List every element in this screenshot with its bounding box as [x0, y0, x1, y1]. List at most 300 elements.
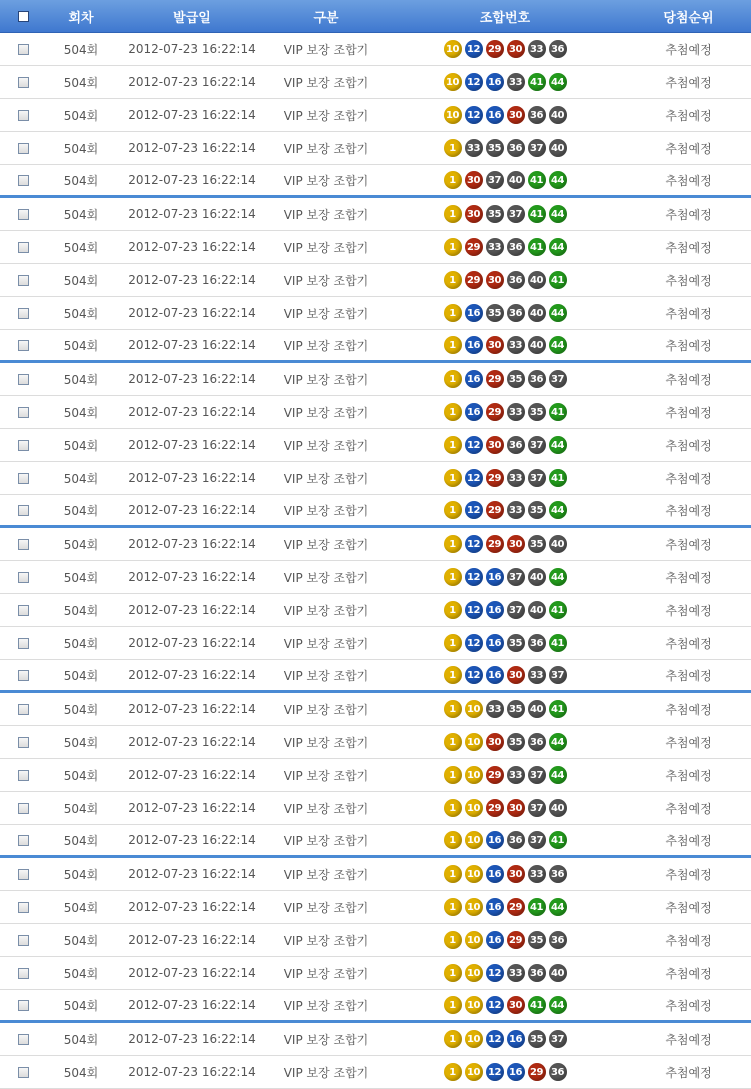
number-balls — [444, 535, 567, 553]
numbers-cell — [384, 336, 626, 354]
table-row — [0, 66, 751, 99]
lotto-ball: 44 — [549, 304, 567, 322]
lotto-ball: 35 — [507, 634, 525, 652]
lotto-ball: 10 — [465, 931, 483, 949]
table-row — [0, 462, 751, 495]
row-checkbox[interactable] — [18, 902, 29, 913]
lotto-ball: 16 — [507, 1030, 525, 1048]
numbers-cell — [384, 469, 626, 487]
type-cell: VIP 보장 조합기 — [283, 603, 369, 618]
numbers-cell — [384, 766, 626, 784]
row-select-cell — [0, 407, 46, 418]
rank-cell: 추첨예정 — [665, 900, 712, 915]
row-checkbox[interactable] — [18, 770, 29, 781]
issue-date-cell: 2012-07-23 16:22:14 — [128, 702, 256, 716]
lotto-ball: 1 — [444, 666, 462, 684]
row-select-cell — [0, 605, 46, 616]
type-cell: VIP 보장 조합기 — [283, 636, 369, 651]
numbers-cell — [384, 436, 626, 454]
lotto-ball: 35 — [486, 139, 504, 157]
lotto-ball: 30 — [486, 733, 504, 751]
lotto-ball: 16 — [486, 73, 504, 91]
issue-date-cell: 2012-07-23 16:22:14 — [128, 900, 256, 914]
lotto-ball: 36 — [528, 964, 546, 982]
type-cell: VIP 보장 조합기 — [283, 933, 369, 948]
lotto-ball: 36 — [507, 304, 525, 322]
table-row — [0, 627, 751, 660]
number-balls — [444, 568, 567, 586]
lotto-ball: 1 — [444, 831, 462, 849]
rank-cell: 추첨예정 — [665, 207, 712, 222]
lotto-ball: 30 — [507, 40, 525, 58]
rank-cell: 추첨예정 — [665, 636, 712, 651]
row-checkbox[interactable] — [18, 539, 29, 550]
table-row — [0, 396, 751, 429]
round-cell: 504회 — [63, 603, 99, 618]
lotto-ball: 12 — [465, 40, 483, 58]
lotto-ball: 37 — [528, 139, 546, 157]
issue-date-cell: 2012-07-23 16:22:14 — [128, 173, 256, 187]
lotto-ball: 35 — [486, 304, 504, 322]
rank-cell: 추첨예정 — [665, 173, 712, 188]
row-select-cell — [0, 110, 46, 121]
lotto-ball: 41 — [528, 996, 546, 1014]
type-cell: VIP 보장 조합기 — [283, 372, 369, 387]
lotto-ball: 33 — [465, 139, 483, 157]
rank-cell: 추첨예정 — [665, 735, 712, 750]
row-checkbox[interactable] — [18, 835, 29, 846]
lotto-ball: 36 — [507, 139, 525, 157]
issue-date-cell: 2012-07-23 16:22:14 — [128, 668, 256, 682]
lotto-ball: 33 — [507, 403, 525, 421]
issue-date-cell: 2012-07-23 16:22:14 — [128, 833, 256, 847]
lotto-ball: 29 — [507, 931, 525, 949]
round-cell: 504회 — [63, 273, 99, 288]
lotto-ball: 29 — [465, 238, 483, 256]
type-cell: VIP 보장 조합기 — [283, 537, 369, 552]
numbers-cell — [384, 171, 626, 189]
lotto-ball: 29 — [486, 40, 504, 58]
lotto-ball: 1 — [444, 865, 462, 883]
row-select-cell — [0, 539, 46, 550]
lotto-ball: 40 — [549, 964, 567, 982]
issue-date-cell: 2012-07-23 16:22:14 — [128, 42, 256, 56]
table-row — [0, 924, 751, 957]
lotto-ball: 1 — [444, 766, 462, 784]
rank-cell: 추첨예정 — [665, 1065, 712, 1080]
row-select-cell — [0, 704, 46, 715]
round-cell: 504회 — [63, 207, 99, 222]
lotto-ball: 36 — [528, 733, 546, 751]
lotto-ball: 37 — [528, 831, 546, 849]
rank-cell: 추첨예정 — [665, 108, 712, 123]
lotto-ball: 36 — [507, 831, 525, 849]
row-checkbox[interactable] — [18, 1034, 29, 1045]
lotto-ball: 33 — [486, 700, 504, 718]
table-row — [0, 660, 751, 693]
row-select-cell — [0, 77, 46, 88]
round-cell: 504회 — [63, 405, 99, 420]
lotto-ball: 37 — [507, 601, 525, 619]
row-select-cell — [0, 638, 46, 649]
lotto-ball: 12 — [465, 73, 483, 91]
round-cell: 504회 — [63, 372, 99, 387]
lotto-ball: 1 — [444, 205, 462, 223]
row-select-cell — [0, 308, 46, 319]
lotto-ball: 29 — [486, 766, 504, 784]
lotto-ball: 30 — [507, 865, 525, 883]
lotto-ball: 12 — [486, 996, 504, 1014]
type-cell: VIP 보장 조합기 — [283, 570, 369, 585]
row-checkbox[interactable] — [18, 605, 29, 616]
lotto-ball: 16 — [465, 370, 483, 388]
lotto-ball: 37 — [528, 436, 546, 454]
lotto-ball: 40 — [549, 106, 567, 124]
lotto-ball: 37 — [528, 766, 546, 784]
numbers-cell — [384, 304, 626, 322]
lotto-ball: 1 — [444, 469, 462, 487]
table-row — [0, 264, 751, 297]
table-row — [0, 99, 751, 132]
lotto-ball: 29 — [528, 1063, 546, 1081]
lotto-ball: 12 — [465, 666, 483, 684]
number-balls — [444, 865, 567, 883]
lotto-ball: 35 — [528, 931, 546, 949]
lotto-ball: 16 — [486, 106, 504, 124]
round-cell: 504회 — [63, 240, 99, 255]
numbers-cell — [384, 964, 626, 982]
number-balls — [444, 601, 567, 619]
lotto-ball: 41 — [528, 73, 546, 91]
lotto-ball: 30 — [507, 799, 525, 817]
row-select-cell — [0, 1067, 46, 1078]
row-checkbox[interactable] — [18, 1067, 29, 1078]
row-checkbox[interactable] — [18, 803, 29, 814]
issue-date-cell: 2012-07-23 16:22:14 — [128, 207, 256, 221]
lotto-ball: 16 — [486, 898, 504, 916]
lotto-ball: 1 — [444, 271, 462, 289]
rank-cell: 추첨예정 — [665, 438, 712, 453]
lotto-ball: 29 — [486, 469, 504, 487]
lotto-ball: 35 — [528, 501, 546, 519]
row-checkbox[interactable] — [18, 572, 29, 583]
row-select-cell — [0, 143, 46, 154]
lotto-ball: 44 — [549, 898, 567, 916]
numbers-cell — [384, 271, 626, 289]
row-select-cell — [0, 242, 46, 253]
round-cell: 504회 — [63, 636, 99, 651]
number-balls — [444, 931, 567, 949]
issue-date-cell: 2012-07-23 16:22:14 — [128, 1032, 256, 1046]
row-select-cell — [0, 572, 46, 583]
table-row — [0, 198, 751, 231]
lotto-ball: 40 — [528, 271, 546, 289]
lotto-ball: 1 — [444, 898, 462, 916]
lotto-ball: 30 — [507, 535, 525, 553]
issue-date-cell: 2012-07-23 16:22:14 — [128, 603, 256, 617]
lotto-ball: 36 — [549, 40, 567, 58]
type-cell: VIP 보장 조합기 — [283, 503, 369, 518]
row-checkbox[interactable] — [18, 308, 29, 319]
lotto-ball: 36 — [528, 106, 546, 124]
table-row — [0, 561, 751, 594]
lotto-ball: 40 — [549, 799, 567, 817]
lotto-ball: 33 — [486, 238, 504, 256]
lotto-ball: 12 — [486, 1063, 504, 1081]
round-cell: 504회 — [63, 801, 99, 816]
number-balls — [444, 469, 567, 487]
numbers-cell — [384, 865, 626, 883]
row-checkbox[interactable] — [18, 275, 29, 286]
row-checkbox[interactable] — [18, 935, 29, 946]
numbers-cell — [384, 106, 626, 124]
row-select-cell — [0, 968, 46, 979]
lotto-ball: 29 — [465, 271, 483, 289]
row-checkbox[interactable] — [18, 143, 29, 154]
header-date: 발급일 — [173, 10, 211, 26]
rank-cell: 추첨예정 — [665, 702, 712, 717]
lotto-ball: 12 — [465, 634, 483, 652]
lotto-ball: 30 — [486, 336, 504, 354]
type-cell: VIP 보장 조합기 — [283, 801, 369, 816]
lotto-ball: 29 — [507, 898, 525, 916]
numbers-cell — [384, 1063, 626, 1081]
lotto-ball: 35 — [507, 700, 525, 718]
lotto-ball: 44 — [549, 766, 567, 784]
numbers-cell — [384, 1030, 626, 1048]
lotto-ball: 12 — [486, 964, 504, 982]
row-checkbox[interactable] — [18, 340, 29, 351]
lotto-ball: 16 — [465, 304, 483, 322]
lotto-ball: 41 — [528, 898, 546, 916]
row-checkbox[interactable] — [18, 968, 29, 979]
row-checkbox[interactable] — [18, 374, 29, 385]
round-cell: 504회 — [63, 966, 99, 981]
lotto-ball: 44 — [549, 73, 567, 91]
type-cell: VIP 보장 조합기 — [283, 75, 369, 90]
table-row — [0, 528, 751, 561]
issue-date-cell: 2012-07-23 16:22:14 — [128, 537, 256, 551]
rank-cell: 추첨예정 — [665, 833, 712, 848]
lotto-ball: 41 — [549, 469, 567, 487]
select-all-checkbox[interactable] — [18, 11, 29, 22]
lotto-ball: 12 — [465, 601, 483, 619]
numbers-cell — [384, 501, 626, 519]
lotto-ball: 1 — [444, 304, 462, 322]
rank-cell: 추첨예정 — [665, 1032, 712, 1047]
rank-cell: 추첨예정 — [665, 273, 712, 288]
round-cell: 504회 — [63, 42, 99, 57]
rank-cell: 추첨예정 — [665, 801, 712, 816]
table-row — [0, 693, 751, 726]
number-balls — [444, 799, 567, 817]
lotto-ball: 44 — [549, 996, 567, 1014]
lotto-ball: 12 — [465, 501, 483, 519]
lotto-ball: 36 — [549, 931, 567, 949]
lotto-ball: 40 — [528, 568, 546, 586]
lotto-ball: 33 — [528, 666, 546, 684]
numbers-cell — [384, 634, 626, 652]
numbers-cell — [384, 996, 626, 1014]
lotto-ball: 12 — [465, 535, 483, 553]
lotto-ball: 44 — [549, 733, 567, 751]
row-select-cell — [0, 803, 46, 814]
type-cell: VIP 보장 조합기 — [283, 173, 369, 188]
row-checkbox[interactable] — [18, 1000, 29, 1011]
number-balls — [444, 1030, 567, 1048]
lotto-ball: 1 — [444, 436, 462, 454]
lotto-ball: 10 — [444, 40, 462, 58]
row-checkbox[interactable] — [18, 44, 29, 55]
lotto-ball: 12 — [465, 568, 483, 586]
lotto-ball: 40 — [528, 304, 546, 322]
row-checkbox[interactable] — [18, 737, 29, 748]
rank-cell: 추첨예정 — [665, 405, 712, 420]
lotto-ball: 35 — [528, 403, 546, 421]
number-balls — [444, 898, 567, 916]
numbers-cell — [384, 831, 626, 849]
number-balls — [444, 766, 567, 784]
lotto-ball: 29 — [486, 403, 504, 421]
numbers-cell — [384, 799, 626, 817]
numbers-cell — [384, 403, 626, 421]
type-cell: VIP 보장 조합기 — [283, 438, 369, 453]
type-cell: VIP 보장 조합기 — [283, 1032, 369, 1047]
lotto-ball: 1 — [444, 931, 462, 949]
lotto-ball: 40 — [549, 535, 567, 553]
lotto-ball: 41 — [549, 601, 567, 619]
round-cell: 504회 — [63, 833, 99, 848]
lotto-ball: 10 — [465, 865, 483, 883]
row-checkbox[interactable] — [18, 242, 29, 253]
type-cell: VIP 보장 조합기 — [283, 735, 369, 750]
number-balls — [444, 238, 567, 256]
issue-date-cell: 2012-07-23 16:22:14 — [128, 471, 256, 485]
row-checkbox[interactable] — [18, 869, 29, 880]
row-checkbox[interactable] — [18, 440, 29, 451]
lotto-ball: 41 — [549, 831, 567, 849]
lotto-ball: 1 — [444, 568, 462, 586]
row-checkbox[interactable] — [18, 77, 29, 88]
lotto-ball: 1 — [444, 733, 462, 751]
lotto-ball: 12 — [465, 106, 483, 124]
rank-cell: 추첨예정 — [665, 471, 712, 486]
numbers-cell — [384, 700, 626, 718]
lotto-ball: 41 — [549, 700, 567, 718]
rank-cell: 추첨예정 — [665, 75, 712, 90]
issue-date-cell: 2012-07-23 16:22:14 — [128, 75, 256, 89]
lotto-ball: 16 — [507, 1063, 525, 1081]
rank-cell: 추첨예정 — [665, 603, 712, 618]
row-checkbox[interactable] — [18, 407, 29, 418]
lotto-ball: 30 — [486, 436, 504, 454]
issue-date-cell: 2012-07-23 16:22:14 — [128, 933, 256, 947]
lotto-ball: 1 — [444, 996, 462, 1014]
lotto-ball: 40 — [507, 171, 525, 189]
lotto-ball: 10 — [465, 898, 483, 916]
row-checkbox[interactable] — [18, 704, 29, 715]
issue-date-cell: 2012-07-23 16:22:14 — [128, 273, 256, 287]
issue-date-cell: 2012-07-23 16:22:14 — [128, 438, 256, 452]
table-row — [0, 1023, 751, 1056]
issue-date-cell: 2012-07-23 16:22:14 — [128, 372, 256, 386]
lotto-ball: 16 — [486, 634, 504, 652]
lotto-ball: 37 — [528, 469, 546, 487]
type-cell: VIP 보장 조합기 — [283, 966, 369, 981]
numbers-cell — [384, 205, 626, 223]
table-row — [0, 858, 751, 891]
round-cell: 504회 — [63, 306, 99, 321]
type-cell: VIP 보장 조합기 — [283, 108, 369, 123]
table-row — [0, 825, 751, 858]
issue-date-cell: 2012-07-23 16:22:14 — [128, 338, 256, 352]
lotto-ball: 30 — [507, 106, 525, 124]
row-checkbox[interactable] — [18, 209, 29, 220]
lotto-ball: 30 — [486, 271, 504, 289]
numbers-cell — [384, 931, 626, 949]
round-cell: 504회 — [63, 900, 99, 915]
issue-date-cell: 2012-07-23 16:22:14 — [128, 735, 256, 749]
lotto-ball: 1 — [444, 403, 462, 421]
row-checkbox[interactable] — [18, 110, 29, 121]
table-row — [0, 957, 751, 990]
table-row — [0, 297, 751, 330]
lotto-ball: 37 — [507, 205, 525, 223]
round-cell: 504회 — [63, 1032, 99, 1047]
issue-date-cell: 2012-07-23 16:22:14 — [128, 108, 256, 122]
row-checkbox[interactable] — [18, 505, 29, 516]
issue-date-cell: 2012-07-23 16:22:14 — [128, 141, 256, 155]
row-select-cell — [0, 902, 46, 913]
lotto-ball: 35 — [528, 535, 546, 553]
lotto-ball: 41 — [528, 205, 546, 223]
lotto-ball: 36 — [507, 271, 525, 289]
lotto-ball: 16 — [486, 931, 504, 949]
header-rank: 당첨순위 — [663, 10, 714, 26]
numbers-cell — [384, 733, 626, 751]
row-checkbox[interactable] — [18, 670, 29, 681]
row-checkbox[interactable] — [18, 638, 29, 649]
lotto-ball: 30 — [507, 666, 525, 684]
numbers-cell — [384, 238, 626, 256]
round-cell: 504회 — [63, 668, 99, 683]
lotto-ball: 1 — [444, 1063, 462, 1081]
rank-cell: 추첨예정 — [665, 306, 712, 321]
lotto-ball: 44 — [549, 205, 567, 223]
round-cell: 504회 — [63, 933, 99, 948]
issue-date-cell: 2012-07-23 16:22:14 — [128, 801, 256, 815]
row-checkbox[interactable] — [18, 175, 29, 186]
table-header — [0, 0, 751, 33]
type-cell: VIP 보장 조합기 — [283, 833, 369, 848]
rank-cell: 추첨예정 — [665, 668, 712, 683]
rank-cell: 추첨예정 — [665, 768, 712, 783]
table-row — [0, 990, 751, 1023]
round-cell: 504회 — [63, 108, 99, 123]
lotto-ball: 10 — [465, 1063, 483, 1081]
number-balls — [444, 271, 567, 289]
number-balls — [444, 171, 567, 189]
lotto-ball: 35 — [486, 205, 504, 223]
lotto-ball: 1 — [444, 501, 462, 519]
numbers-cell — [384, 139, 626, 157]
numbers-cell — [384, 73, 626, 91]
round-cell: 504회 — [63, 173, 99, 188]
lotto-ball: 29 — [486, 535, 504, 553]
row-checkbox[interactable] — [18, 473, 29, 484]
lotto-ball: 40 — [528, 336, 546, 354]
lotto-ball: 37 — [486, 171, 504, 189]
